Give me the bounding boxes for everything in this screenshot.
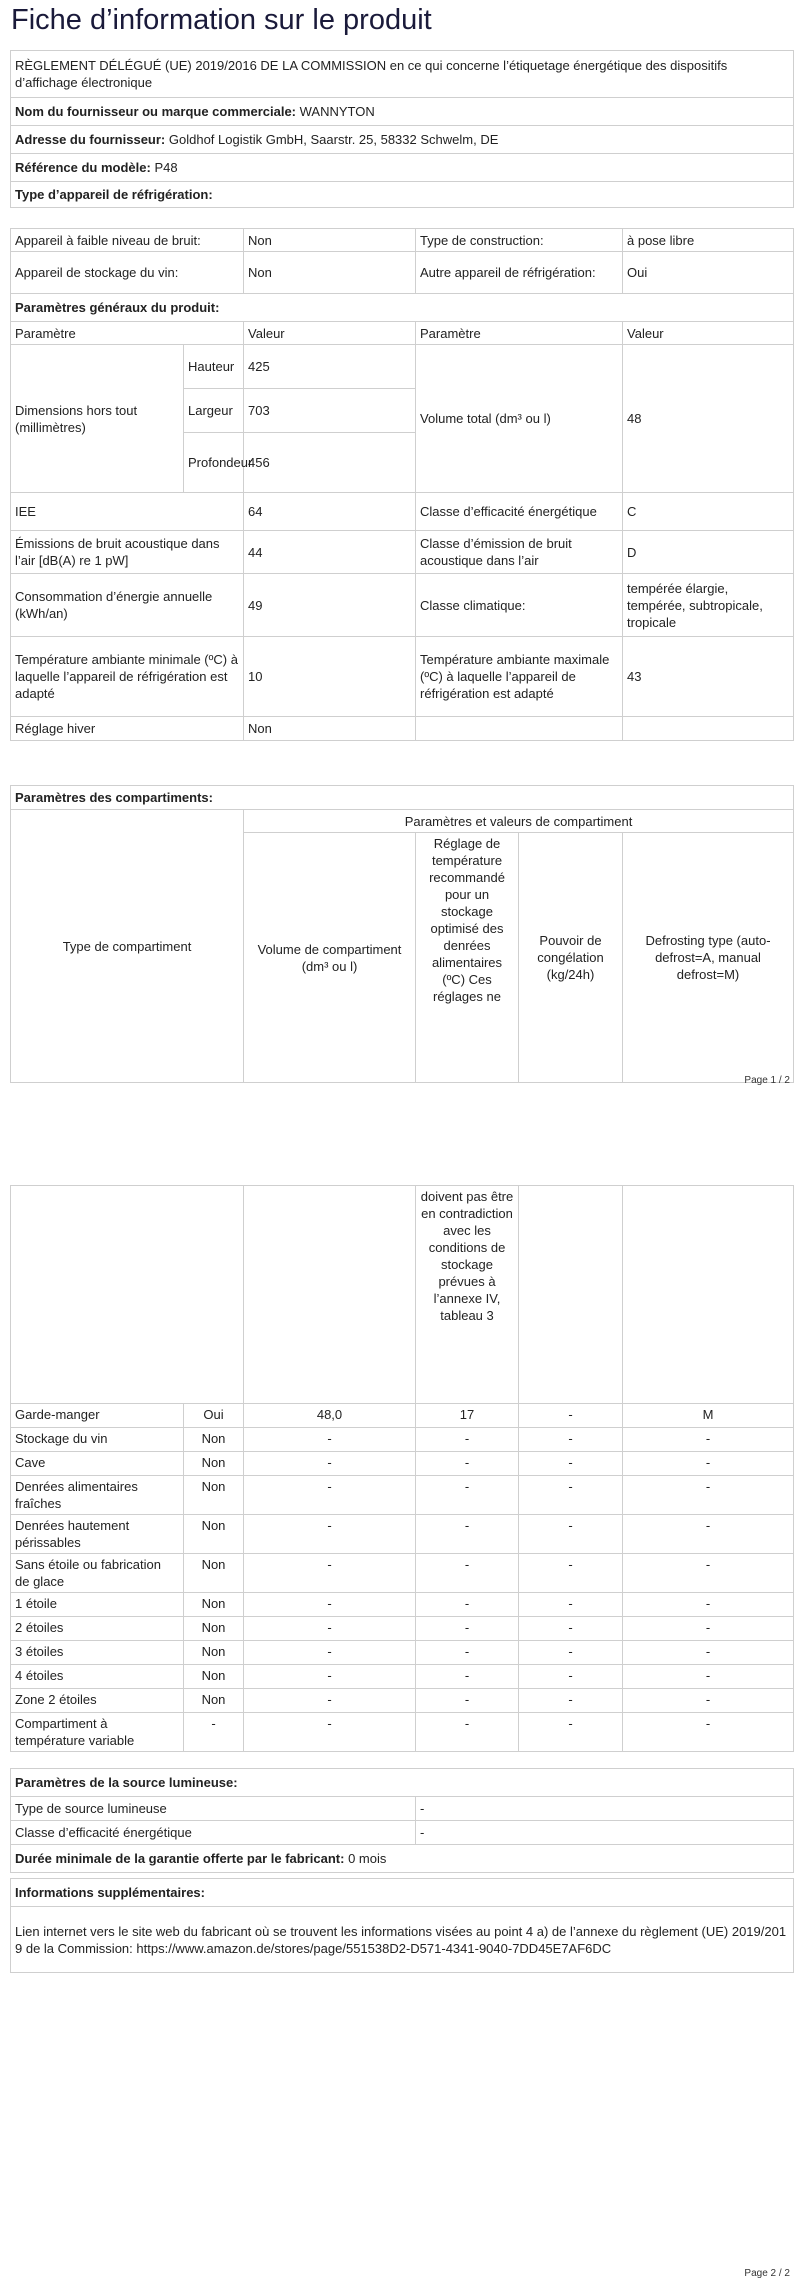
compartment-name: Garde-manger (11, 1404, 184, 1428)
min-temp-label: Température ambiante minimale (ºC) à laquelle l’appareil de réfrigération est adapté (11, 637, 244, 717)
climate-label: Classe climatique: (416, 574, 623, 637)
col-defrost-type: Defrosting type (auto-defrost=A, manual defrost=M) (623, 833, 794, 1083)
compartment-freeze: - (519, 1593, 623, 1617)
compartment-freeze: - (519, 1689, 623, 1713)
compartment-present: Non (184, 1515, 244, 1554)
compartment-temp: - (416, 1641, 519, 1665)
compartment-name: Denrées hautement périssables (11, 1515, 184, 1554)
compartment-volume: - (244, 1617, 416, 1641)
header-table (10, 50, 794, 208)
warranty-label: Durée minimale de la garantie offerte par le fabricant: (15, 1851, 345, 1866)
compartment-name: 3 étoiles (11, 1641, 184, 1665)
noise-value: 44 (244, 531, 416, 574)
compartment-row (11, 1554, 794, 1593)
model-label: Référence du modèle: (15, 160, 151, 175)
compartment-present: Non (184, 1476, 244, 1515)
compartment-volume: - (244, 1665, 416, 1689)
compartment-defrost: - (623, 1515, 794, 1554)
general-heading: Paramètres généraux du produit: (11, 294, 794, 322)
compartment-present: Non (184, 1689, 244, 1713)
efficiency-class-value: C (623, 493, 794, 531)
noise-class-label: Classe d’émission de bruit acoustique dans l’air (416, 531, 623, 574)
construction-value: à pose libre (623, 229, 794, 252)
page-2 (0, 1100, 800, 2285)
compartment-defrost: - (623, 1617, 794, 1641)
empty-cell (623, 1186, 794, 1404)
col-freezing-capacity: Pouvoir de congélation (kg/24h) (519, 833, 623, 1083)
winter-label: Réglage hiver (11, 717, 244, 741)
empty-cell (519, 1186, 623, 1404)
wine-value: Non (244, 252, 416, 294)
compartment-volume: - (244, 1452, 416, 1476)
height-value: 425 (244, 345, 416, 389)
compartment-temp: - (416, 1713, 519, 1752)
compartment-freeze: - (519, 1452, 623, 1476)
compartment-volume: - (244, 1428, 416, 1452)
volume-value: 48 (623, 345, 794, 493)
compartment-volume: - (244, 1593, 416, 1617)
energy-value: 49 (244, 574, 416, 637)
additional-text (11, 1907, 794, 1973)
supplier-row (11, 98, 794, 126)
regulation-text: RÈGLEMENT DÉLÉGUÉ (UE) 2019/2016 DE LA COMMISSION en ce qui concerne l’étiquetage énergétique des dispositifs d’affichage électronique (11, 51, 794, 98)
empty-cell (623, 717, 794, 741)
appliance-type-table (10, 228, 794, 294)
col-param-2: Paramètre (416, 322, 623, 345)
compartment-defrost: - (623, 1476, 794, 1515)
compartment-present: Non (184, 1665, 244, 1689)
compartment-freeze: - (519, 1665, 623, 1689)
compartment-row (11, 1641, 794, 1665)
compartment-defrost: - (623, 1689, 794, 1713)
compartment-freeze: - (519, 1428, 623, 1452)
compartment-temp: - (416, 1428, 519, 1452)
compartment-row (11, 1689, 794, 1713)
iee-label: IEE (11, 493, 244, 531)
compartment-freeze: - (519, 1713, 623, 1752)
other-appliance-label: Autre appareil de réfrigération: (416, 252, 623, 294)
compartments-heading-table (10, 785, 794, 810)
height-label: Hauteur (184, 345, 244, 389)
manufacturer-link[interactable]: https://www.amazon.de/stores/page/551538D2-D571-4341-9040-7DD45E7AF6DC (136, 1940, 612, 1956)
other-appliance-value: Oui (623, 252, 794, 294)
compartment-defrost: - (623, 1593, 794, 1617)
warranty-table (10, 1844, 794, 1873)
low-noise-label: Appareil à faible niveau de bruit: (11, 229, 244, 252)
compartment-present: Non (184, 1617, 244, 1641)
compartments-header-continued (10, 1185, 794, 1404)
compartment-name: 1 étoile (11, 1593, 184, 1617)
depth-label: Profondeur (184, 433, 244, 493)
compartment-row (11, 1476, 794, 1515)
compartment-row (11, 1713, 794, 1752)
compartment-row (11, 1428, 794, 1452)
compartment-present: Non (184, 1593, 244, 1617)
compartment-row (11, 1593, 794, 1617)
compartment-freeze: - (519, 1404, 623, 1428)
compartment-name: Stockage du vin (11, 1428, 184, 1452)
compartment-temp: - (416, 1515, 519, 1554)
col-recommended-temp-continued: doivent pas être en contradiction avec les conditions de stockage prévues à l’annexe IV, tableau 3 (416, 1186, 519, 1404)
light-heading: Paramètres de la source lumineuse: (11, 1769, 794, 1797)
compartment-name: Sans étoile ou fabrication de glace (11, 1554, 184, 1593)
compartment-defrost: - (623, 1452, 794, 1476)
empty-cell (11, 1186, 244, 1404)
col-compartment-type: Type de compartiment (11, 810, 244, 1083)
compartment-defrost: - (623, 1713, 794, 1752)
compartment-temp: - (416, 1593, 519, 1617)
compartment-volume: - (244, 1689, 416, 1713)
additional-description: Lien internet vers le site web du fabricant où se trouvent les informations visées au point 4 a) de l’annexe du règlement (UE) 2019/2019 de la Commission: (15, 1923, 787, 1956)
depth-value: 456 (244, 433, 416, 493)
compartment-defrost: - (623, 1554, 794, 1593)
noise-label: Émissions de bruit acoustique dans l’air [dB(A) re 1 pW] (11, 531, 244, 574)
compartment-name: 2 étoiles (11, 1617, 184, 1641)
compartment-row (11, 1515, 794, 1554)
max-temp-value: 43 (623, 637, 794, 717)
compartment-present: Non (184, 1428, 244, 1452)
efficiency-class-label: Classe d’efficacité énergétique (416, 493, 623, 531)
noise-class-value: D (623, 531, 794, 574)
compartment-name: 4 étoiles (11, 1665, 184, 1689)
compartment-volume: - (244, 1554, 416, 1593)
compartment-row (11, 1665, 794, 1689)
light-source-table (10, 1796, 794, 1845)
light-source-heading-table (10, 1768, 794, 1797)
volume-label: Volume total (dm³ ou l) (416, 345, 623, 493)
compartments-heading: Paramètres des compartiments: (11, 786, 794, 810)
general-params-table (10, 321, 794, 741)
compartment-present: Non (184, 1641, 244, 1665)
compartment-temp: - (416, 1554, 519, 1593)
compartment-group-header: Paramètres et valeurs de compartiment (244, 810, 794, 833)
compartment-freeze: - (519, 1641, 623, 1665)
col-recommended-temp: Réglage de température recommandé pour un stockage optimisé des denrées alimentaires (ºC) Ces réglages ne (416, 833, 519, 1083)
construction-label: Type de construction: (416, 229, 623, 252)
dimensions-label: Dimensions hors tout (millimètres) (11, 345, 184, 493)
light-class-value: - (416, 1821, 794, 1845)
col-value: Valeur (244, 322, 416, 345)
address-label: Adresse du fournisseur: (15, 132, 166, 147)
compartment-row (11, 1617, 794, 1641)
wine-label: Appareil de stockage du vin: (11, 252, 244, 294)
energy-label: Consommation d’énergie annuelle (kWh/an) (11, 574, 244, 637)
col-compartment-volume: Volume de compartiment (dm³ ou l) (244, 833, 416, 1083)
compartment-freeze: - (519, 1554, 623, 1593)
compartment-defrost: - (623, 1641, 794, 1665)
compartment-name: Cave (11, 1452, 184, 1476)
additional-heading: Informations supplémentaires: (11, 1879, 794, 1907)
compartment-volume: - (244, 1713, 416, 1752)
address-row (11, 126, 794, 154)
min-temp-value: 10 (244, 637, 416, 717)
width-label: Largeur (184, 389, 244, 433)
compartment-temp: - (416, 1665, 519, 1689)
low-noise-value: Non (244, 229, 416, 252)
col-value-2: Valeur (623, 322, 794, 345)
model-value: P48 (154, 160, 178, 175)
compartments-table (10, 1403, 794, 1752)
compartment-volume: - (244, 1641, 416, 1665)
warranty-value: 0 mois (348, 1851, 387, 1866)
additional-info-table (10, 1878, 794, 1973)
general-heading-table (10, 293, 794, 322)
compartment-temp: - (416, 1476, 519, 1515)
compartment-defrost: - (623, 1428, 794, 1452)
light-type-label: Type de source lumineuse (11, 1797, 416, 1821)
compartment-row (11, 1404, 794, 1428)
winter-value: Non (244, 717, 416, 741)
compartment-present: Non (184, 1554, 244, 1593)
compartment-rows (11, 1404, 794, 1752)
compartment-volume: 48,0 (244, 1404, 416, 1428)
compartments-header-table (10, 809, 794, 1083)
compartment-freeze: - (519, 1476, 623, 1515)
compartment-freeze: - (519, 1515, 623, 1554)
compartment-present: - (184, 1713, 244, 1752)
col-param: Paramètre (11, 322, 244, 345)
width-value: 703 (244, 389, 416, 433)
compartment-defrost: - (623, 1665, 794, 1689)
model-row (11, 154, 794, 182)
page-number: Page 1 / 2 (744, 1075, 790, 1086)
compartment-present: Oui (184, 1404, 244, 1428)
compartment-freeze: - (519, 1617, 623, 1641)
max-temp-label: Température ambiante maximale (ºC) à laquelle l’appareil de réfrigération est adapté (416, 637, 623, 717)
compartment-temp: 17 (416, 1404, 519, 1428)
compartment-row (11, 1452, 794, 1476)
supplier-value: WANNYTON (299, 104, 375, 119)
page-1 (0, 0, 800, 1100)
empty-cell (416, 717, 623, 741)
compartment-volume: - (244, 1476, 416, 1515)
empty-cell (244, 1186, 416, 1404)
compartment-name: Denrées alimentaires fraîches (11, 1476, 184, 1515)
page-number: Page 2 / 2 (744, 2268, 790, 2279)
climate-value: tempérée élargie, tempérée, subtropicale, tropicale (623, 574, 794, 637)
light-type-value: - (416, 1797, 794, 1821)
page-title: Fiche d’information sur le produit (11, 4, 432, 36)
address-value: Goldhof Logistik GmbH, Saarstr. 25, 58332 Schwelm, DE (168, 132, 499, 147)
compartment-volume: - (244, 1515, 416, 1554)
compartment-temp: - (416, 1617, 519, 1641)
compartment-name: Zone 2 étoiles (11, 1689, 184, 1713)
compartment-temp: - (416, 1452, 519, 1476)
supplier-label: Nom du fournisseur ou marque commerciale: (15, 104, 297, 119)
compartment-temp: - (416, 1689, 519, 1713)
compartment-defrost: M (623, 1404, 794, 1428)
warranty-row (11, 1845, 794, 1873)
compartment-present: Non (184, 1452, 244, 1476)
iee-value: 64 (244, 493, 416, 531)
compartment-name: Compartiment à température variable (11, 1713, 184, 1752)
appliance-type-heading: Type d’appareil de réfrigération: (11, 182, 794, 208)
light-class-label: Classe d’efficacité énergétique (11, 1821, 416, 1845)
